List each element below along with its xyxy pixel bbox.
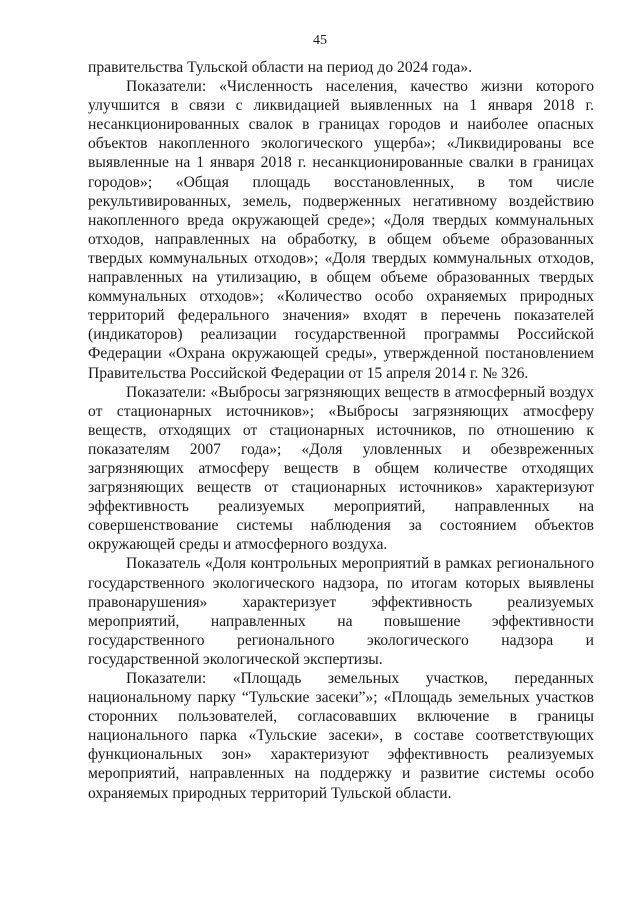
- paragraph-national-park-indicators: Показатели: «Площадь земельных участков, переданных национальному парку “Тульские засеки”»; «Площадь земельных участков сторонних пользователей, согласовавших включение в границы национального парка «Тульские засеки», в составе соответствующих функциональных зон» характеризуют эффективность реализуемых мероприятий, направленных на поддержку и развитие системы особо охраняемых природных территорий Тульской области.: [88, 670, 594, 802]
- page-number: 45: [313, 33, 327, 48]
- paragraph-air-emission-indicators: Показатели: «Выбросы загрязняющих веществ в атмосферный воздух от стационарных источников»; «Выбросы загрязняющих атмосферу веществ, отходящих от стационарных источников, по отношению к показателям 2007 года»; «Доля уловленных и обезвреженных загрязняющих атмосферу веществ в общем количестве отходящих загрязняющих веществ от стационарных источников» характеризуют эффективность реализуемых мероприятий, направленных на совершенствование системы наблюдения за состоянием объектов окружающей среды и атмосферного воздуха.: [88, 383, 594, 554]
- paragraph-waste-indicators: Показатели: «Численность населения, качество жизни которого улучшится в связи с ликвидацией выявленных на 1 января 2018 г. несанкционированных свалок в границах городов и наиболее опасных объектов накопленного экологического ущерба»; «Ликвидированы все выявленные на 1 января 2018 г. несанкционированные свалки в границах городов»; «Общая площадь восстановленных, в том числе рекультивированных, земель, подверженных негативному воздействию накопленного вреда окружающей среде»; «Доля твердых коммунальных отходов, направленных на обработку, в общем объеме образованных твердых коммунальных отходов»; «Доля твердых коммунальных отходов, направленных на утилизацию, в общем объеме образованных твердых коммунальных отходов»; «Количество особо охраняемых природных территорий федерального значения» входят в перечень показателей (индикаторов) реализации государственной программы Российской Федерации «Охрана окружающей среды», утвержденной постановлением Правительства Российской Федерации от 15 апреля 2014 г. № 326.: [88, 78, 594, 382]
- body-text: [88, 58, 594, 803]
- paragraph-continuation: правительства Тульской области на период до 2024 года».: [88, 59, 473, 76]
- paragraph-supervision-indicator: Показатель «Доля контрольных мероприятий в рамках регионального государственного экологического надзора, по итогам которых выявлены правонарушения» характеризует эффективность реализуемых мероприятий, направленных на повышение эффективности государственного регионального экологического надзора и государственной экологической экспертизы.: [88, 555, 594, 668]
